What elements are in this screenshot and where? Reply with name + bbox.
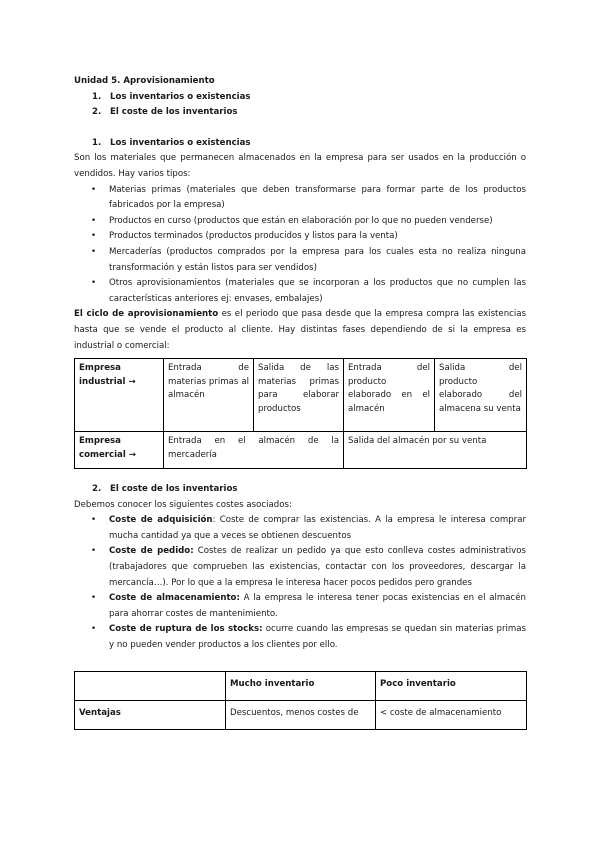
section2-title: El coste de los inventarios bbox=[110, 484, 238, 495]
toc-item-1 bbox=[74, 90, 526, 106]
table-cell: Salida del producto elaborado del almacena su venta bbox=[435, 359, 527, 432]
toc-item-1-label: Los inventarios o existencias bbox=[110, 91, 251, 102]
table-cell: Empresa comercial → bbox=[75, 432, 164, 469]
section1-intro: Son los materiales que permanecen almacenados en la empresa para ser usados en la producción o vendidos. Hay varios tipos: bbox=[74, 153, 526, 179]
section1-heading bbox=[74, 136, 526, 152]
table-header-cell: Poco inventario bbox=[376, 671, 527, 700]
table-cell: < coste de almacenamiento bbox=[376, 700, 527, 729]
table-cell: Descuentos, menos costes de bbox=[226, 700, 376, 729]
table-cell: Entrada de materias primas al almacén bbox=[164, 359, 254, 432]
unit-title: Unidad 5. Aprovisionamiento bbox=[74, 76, 215, 86]
cost-term: Coste de ruptura de los stocks: bbox=[109, 624, 263, 635]
table-cell: Ventajas bbox=[75, 700, 226, 729]
toc-item-2-label: El coste de los inventarios bbox=[110, 107, 238, 118]
list-item: • Productos en curso (productos que están en elaboración por lo que no pueden venderse) bbox=[74, 214, 526, 230]
cycle-paragraph bbox=[74, 307, 526, 354]
toc-item-2-number: 2. bbox=[92, 107, 102, 118]
section1-title: Los inventarios o existencias bbox=[110, 137, 251, 148]
cycle-table bbox=[74, 358, 527, 469]
document-page bbox=[74, 74, 526, 730]
cost-text: Costes de realizar un pedido ya que esto conlleva costes administrativos (trabajadores que comprueben las existencias, contactar con los proveedores, descargar la mercancía…). Por lo que a la empresa le interesa hacer pocos pedidos pero grandes bbox=[109, 546, 527, 588]
list-item bbox=[74, 513, 526, 544]
list-item: • Otros aprovisionamientos (materiales que se incorporan a los productos que no cumplen las características anteriores ej: envases, embalajes) bbox=[74, 276, 526, 307]
table-header-cell bbox=[75, 671, 226, 700]
section1-number: 1. bbox=[92, 137, 102, 148]
costs-list bbox=[74, 513, 526, 653]
list-item bbox=[74, 544, 526, 591]
table-row bbox=[75, 700, 527, 729]
spacer bbox=[74, 121, 526, 136]
cost-separator: : bbox=[212, 515, 220, 526]
cost-text: Coste de comprar las existencias. A la empresa le interesa comprar mucha cantidad ya que a veces se obtienen descuentos bbox=[109, 515, 526, 541]
list-item bbox=[74, 622, 526, 653]
table-header-cell: Mucho inventario bbox=[226, 671, 376, 700]
table-cell: Empresa industrial → bbox=[75, 359, 164, 432]
list-item: • Mercaderías (productos comprados por la empresa para los cuales esta no realiza ninguna transformación y están listos para ser vendidos) bbox=[74, 245, 526, 276]
table-cell: Entrada en el almacén de la mercadería bbox=[164, 432, 344, 469]
section2-intro: Debemos conocer los siguientes costes asociados: bbox=[74, 499, 292, 510]
section2-heading bbox=[74, 482, 526, 498]
table-header-row bbox=[75, 671, 527, 700]
cost-term: Coste de pedido: bbox=[109, 546, 194, 557]
cycle-term: El ciclo de aprovisionamiento bbox=[74, 309, 219, 320]
table-cell: Salida de las materias primas para elaborar productos bbox=[254, 359, 344, 432]
inventory-table bbox=[74, 671, 527, 730]
inventory-types-list bbox=[74, 183, 526, 308]
list-item: • Productos terminados (productos producidos y listos para la venta) bbox=[74, 229, 526, 245]
section2-number: 2. bbox=[92, 484, 102, 495]
table-row bbox=[75, 359, 527, 432]
cost-term: Coste de almacenamiento: bbox=[109, 593, 240, 604]
cost-text: ocurre cuando las empresas se quedan sin materias primas y no pueden vender productos a los clientes por ello. bbox=[109, 624, 527, 651]
list-item: • Materias primas (materiales que deben transformarse para formar parte de los productos fabricados por la empresa) bbox=[74, 183, 526, 214]
cost-term: Coste de adquisición bbox=[109, 515, 213, 526]
table-cell: Salida del almacén por su venta bbox=[344, 432, 527, 469]
table-row bbox=[75, 432, 527, 469]
toc-item-1-number: 1. bbox=[92, 91, 102, 102]
table-cell: Entrada del producto elaborado en el almacén bbox=[344, 359, 435, 432]
toc-item-2 bbox=[74, 105, 526, 121]
cost-text: A la empresa le interesa tener pocas existencias en el almacén para ahorrar costes de mantenimiento. bbox=[109, 593, 526, 619]
list-item bbox=[74, 591, 526, 622]
cycle-text: es el periodo que pasa desde que la empresa compra las existencias hasta que se vende el producto al cliente. Hay distintas fases dependiendo de si la empresa es industrial o comercial: bbox=[74, 309, 527, 351]
